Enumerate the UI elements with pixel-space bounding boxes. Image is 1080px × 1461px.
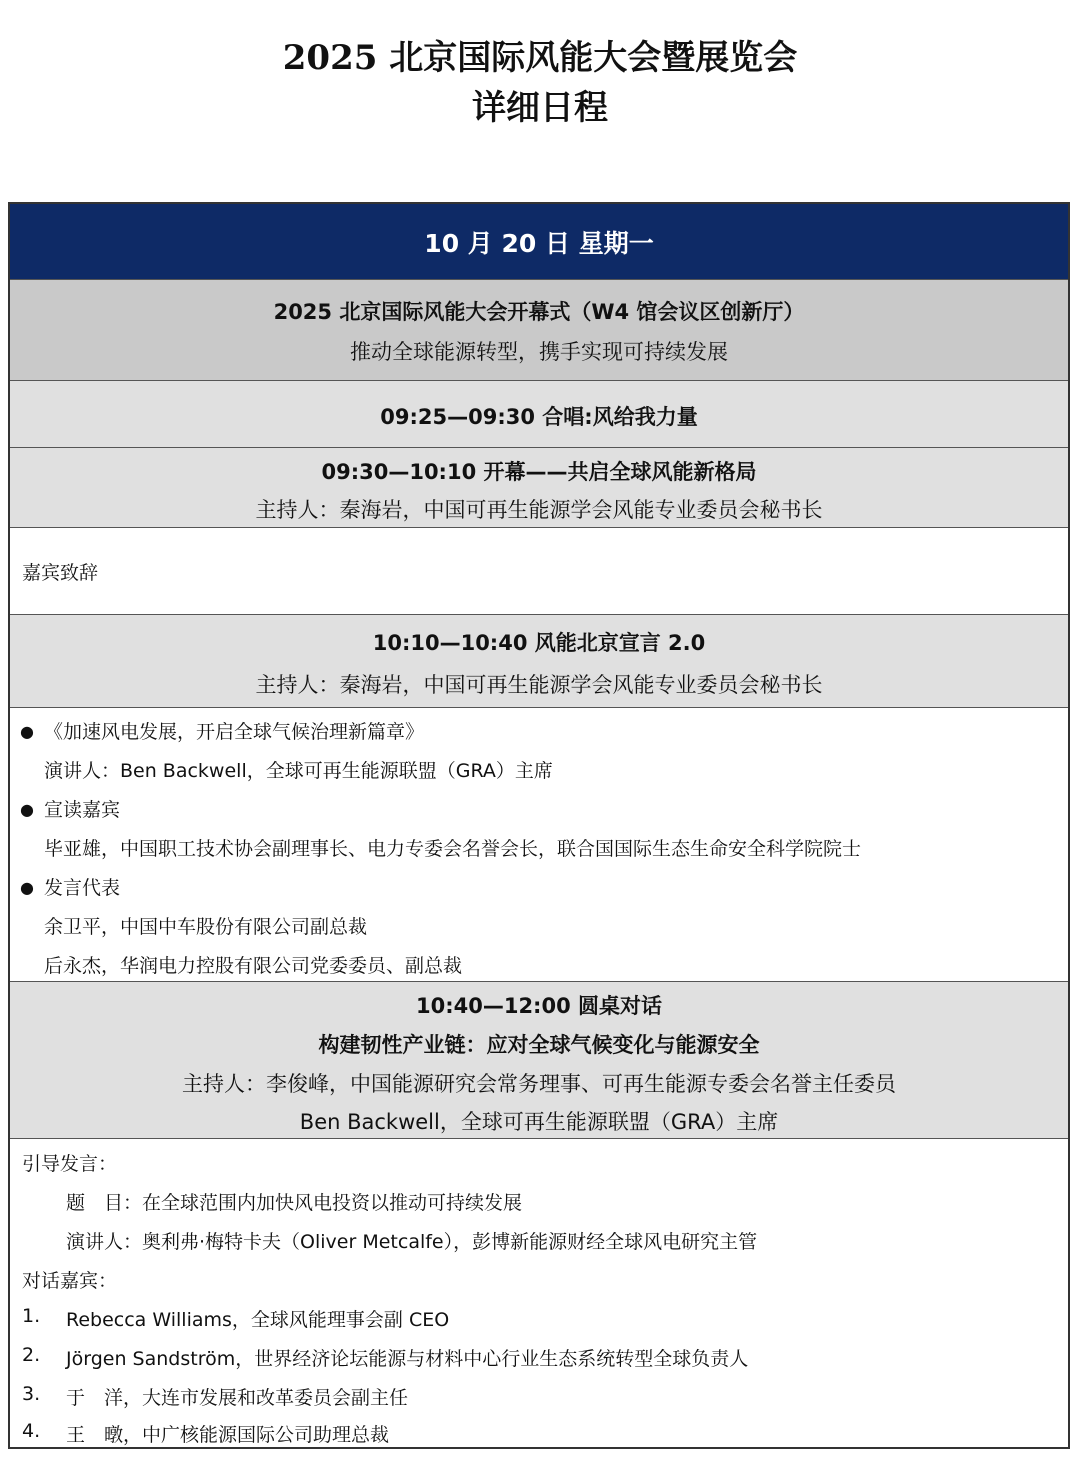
- guest-item: Rebecca Williams，全球风能理事会副 CEO: [66, 1309, 450, 1331]
- session-opening-host: 主持人：秦海岩，中国可再生能源学会风能专业委员会秘书长: [255, 498, 823, 522]
- session-roundtable-content: [10, 1139, 1068, 1447]
- declaration-speaker: 演讲人：Ben Backwell，全球可再生能源联盟（GRA）主席: [44, 760, 553, 782]
- session-chorus: [10, 381, 1068, 448]
- schedule-table: [8, 202, 1070, 1449]
- declaration-rep-label: 发言代表: [44, 877, 121, 899]
- guest-speech-label: 嘉宾致辞: [22, 562, 99, 584]
- session-declaration: [10, 615, 1068, 708]
- session-opening-title: 09:30—10:10 开幕——共启全球风能新格局: [321, 460, 757, 484]
- page-title: 2025 北京国际风能大会暨展览会: [282, 38, 798, 78]
- roundtable-title: 10:40—12:00 圆桌对话: [415, 994, 662, 1018]
- page-subtitle: 详细日程: [472, 88, 608, 128]
- opening-title: 2025 北京国际风能大会开幕式（W4 馆会议区创新厅）: [273, 300, 805, 324]
- session-chorus-title: 09:25—09:30 合唱:风给我力量: [380, 405, 698, 429]
- roundtable-host-1: 主持人：李俊峰，中国能源研究会常务理事、可再生能源专委会名誉主任委员: [182, 1072, 896, 1096]
- declaration-rep-2: 后永杰，华润电力控股有限公司党委委员、副总裁: [44, 955, 463, 977]
- declaration-rep-1: 余卫平，中国中车股份有限公司副总裁: [44, 916, 368, 938]
- bullet-icon: ●: [20, 800, 34, 819]
- guest-item: 王 暾，中广核能源国际公司助理总裁: [66, 1424, 390, 1446]
- session-opening-content: [10, 528, 1068, 615]
- intro-topic: 题 目：在全球范围内加快风电投资以推动可持续发展: [66, 1192, 523, 1214]
- session-declaration-title: 10:10—10:40 风能北京宣言 2.0: [372, 631, 706, 655]
- session-declaration-content: [10, 708, 1068, 982]
- declaration-reader: 毕亚雄，中国职工技术协会副理事长、电力专委会名誉会长，联合国国际生态生命安全科学院院士: [44, 838, 862, 860]
- declaration-reader-label: 宣读嘉宾: [44, 799, 121, 821]
- guest-item: Jörgen Sandström，世界经济论坛能源与材料中心行业生态系统转型全球负责人: [66, 1348, 749, 1370]
- intro-label: 引导发言：: [22, 1153, 118, 1175]
- session-roundtable: [10, 982, 1068, 1139]
- session-declaration-host: 主持人：秦海岩，中国可再生能源学会风能专业委员会秘书长: [255, 673, 823, 697]
- list-number: 1.: [22, 1305, 41, 1327]
- guest-item: 于 洋，大连市发展和改革委员会副主任: [66, 1387, 409, 1409]
- bullet-icon: ●: [20, 722, 34, 741]
- roundtable-subtitle: 构建韧性产业链：应对全球气候变化与能源安全: [318, 1033, 760, 1057]
- list-number: 3.: [22, 1383, 41, 1405]
- declaration-speech-title: 《加速风电发展，开启全球气候治理新篇章》: [44, 721, 425, 743]
- guests-label: 对话嘉宾：: [22, 1270, 118, 1292]
- session-opening: [10, 448, 1068, 528]
- intro-speaker: 演讲人：奥利弗·梅特卡夫（Oliver Metcalfe），彭博新能源财经全球风电研究主管: [66, 1231, 758, 1253]
- bullet-icon: ●: [20, 878, 34, 897]
- list-number: 2.: [22, 1344, 41, 1366]
- roundtable-host-2: Ben Backwell，全球可再生能源联盟（GRA）主席: [299, 1110, 779, 1134]
- day-header: 10 月 20 日 星期一: [10, 204, 1068, 280]
- list-number: 4.: [22, 1420, 41, 1442]
- opening-section: [10, 280, 1068, 381]
- opening-subtitle: 推动全球能源转型，携手实现可持续发展: [350, 340, 728, 364]
